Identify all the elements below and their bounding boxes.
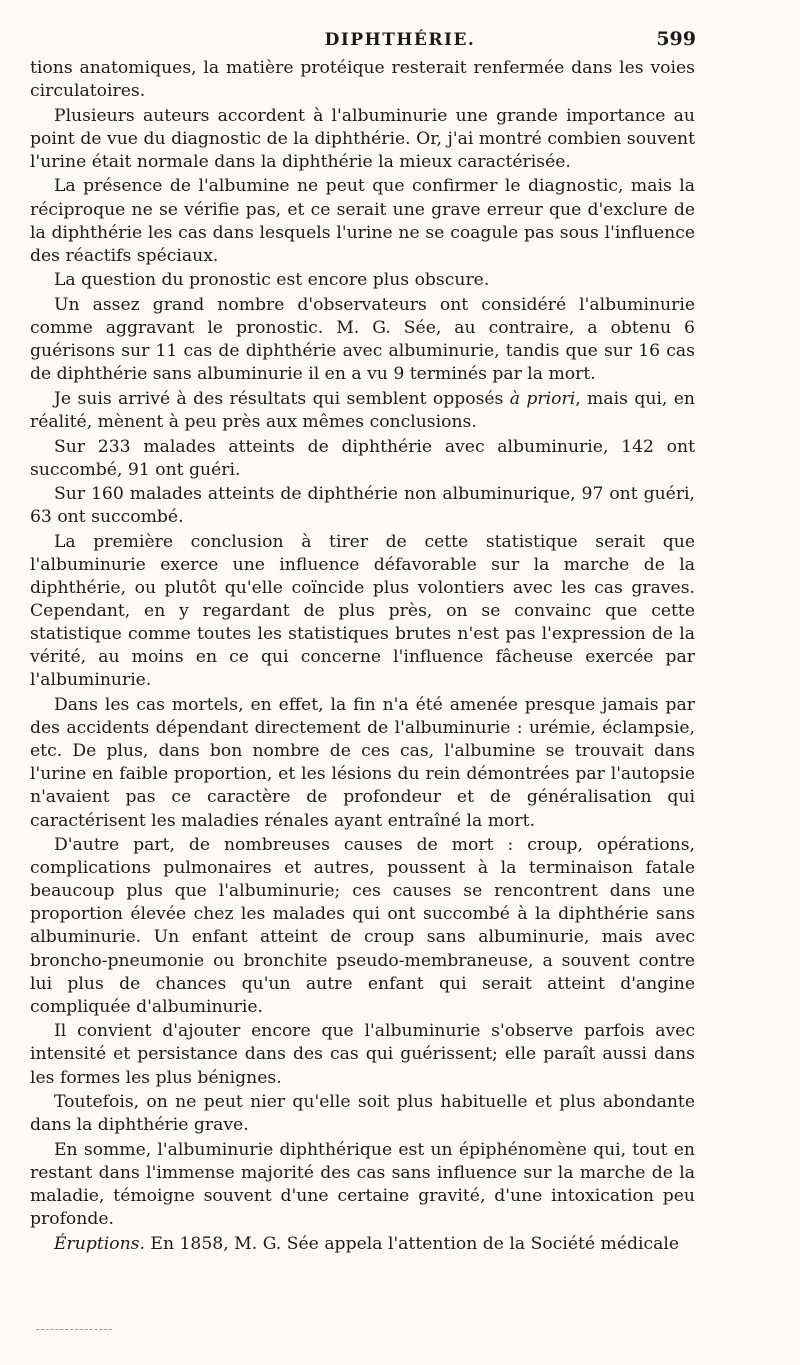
paragraph-causes-de-mort: D'autre part, de nombreuses causes de mort : croup, opérations, complications pulmonaires et autres, poussent à la terminaison fatale beaucoup plus que l'albuminurie; ces causes se rencontrent dans une proportion élevée chez les malades qui ont succombé à la diphthérie sans albuminurie. Un enfant atteint de croup sans albuminurie, mais avec broncho-pneumonie ou bronchite pseudo-membraneuse, a souvent contre lui plus de chances qu'un autre enfant qui serait atteint d'angine compliquée d'albuminurie. bbox=[30, 835, 695, 1017]
paragraph-continuation: tions anatomiques, la matière protéique resterait renfermée dans les voies circulatoires. bbox=[30, 58, 695, 102]
paragraph-cas-mortels: Dans les cas mortels, en effet, la fin n'a été amenée presque jamais par des accidents dépendant directement de l'albuminurie : urémie, éclampsie, etc. De plus, dans bon nombre de ces cas, l'albumine se trouvait dans l'urine en faible proportion, et les lésions du rein démontrées par l'autopsie n'avaient pas ce caractère de profondeur et de généralisation qui caractérisent les maladies rénales ayant entraîné la mort. bbox=[30, 695, 695, 831]
body-text bbox=[30, 57, 695, 1256]
paragraph-statistique-albuminurie: Sur 233 malades atteints de diphthérie avec albuminurie, 142 ont succombé, 91 ont guéri. bbox=[30, 436, 695, 480]
paragraph-diagnostic: Plusieurs auteurs accordent à l'albuminurie une grande importance au point de vue du diagnostic de la diphthérie. Or, j'ai montré combien souvent l'urine était normale dans la diphthérie la mieux caractérisée. bbox=[30, 105, 695, 172]
running-head: DIPHTHÉRIE. bbox=[324, 30, 476, 50]
footer-dashed-rule bbox=[36, 1329, 112, 1330]
paragraph-eruptions bbox=[30, 1233, 695, 1256]
paragraph-resultats bbox=[30, 388, 695, 434]
eruptions-text-after: En 1858, M. G. Sée appela l'attention de la Société médicale bbox=[144, 1233, 680, 1254]
paragraph-statistique-non-albuminurique: Sur 160 malades atteints de diphthérie non albuminurique, 97 ont guéri, 63 ont succombé. bbox=[30, 484, 695, 528]
a-priori-italic: à priori bbox=[509, 388, 576, 409]
page-header bbox=[0, 18, 800, 58]
paragraph-observateurs: Un assez grand nombre d'observateurs ont considéré l'albuminurie comme aggravant le pronostic. M. G. Sée, au contraire, a obtenu 6 guérisons sur 11 cas de diphthérie avec albuminurie, tandis que sur 16 cas de diphthérie sans albuminurie il en a vu 9 terminés par la mort. bbox=[30, 294, 695, 385]
paragraph-toutefois: Toutefois, on ne peut nier qu'elle soit plus habituelle et plus abondante dans la diphthérie grave. bbox=[30, 1092, 695, 1136]
page-number: 599 bbox=[656, 28, 696, 50]
paragraph-pronostic-question: La question du pronostic est encore plus obscure. bbox=[54, 270, 490, 291]
eruptions-heading-italic: Éruptions. bbox=[54, 1233, 145, 1254]
paragraph-intensite: Il convient d'ajouter encore que l'albuminurie s'observe parfois avec intensité et persistance dans des cas qui guérissent; elle paraît aussi dans les formes les plus bénignes. bbox=[30, 1021, 695, 1088]
paragraph-en-somme: En somme, l'albuminurie diphthérique est un épiphénomène qui, tout en restant dans l'immense majorité des cas sans influence sur la marche de la maladie, témoigne souvent d'une certaine gravité, d'une intoxication peu profonde. bbox=[30, 1139, 695, 1230]
paragraph-albumine-presence: La présence de l'albumine ne peut que confirmer le diagnostic, mais la réciproque ne se vérifie pas, et ce serait une grave erreur que d'exclure de la diphthérie les cas dans lesquels l'urine ne se coagule pas sous l'influence des réactifs spéciaux. bbox=[30, 176, 695, 266]
resultats-text-after: , mais qui, en réalité, mènent à peu près aux mêmes conclusions. bbox=[30, 388, 695, 432]
paragraph-premiere-conclusion: La première conclusion à tirer de cette statistique serait que l'albuminurie exerce une influence défavorable sur la marche de la diphthérie, ou plutôt qu'elle coïncide plus volontiers avec les cas graves. Cependant, en y regardant de plus près, on se convainc que cette statistique comme toutes les statistiques brutes n'est pas l'expression de la vérité, au moins en ce qui concerne l'influence fâcheuse exercée par l'albuminurie. bbox=[30, 531, 695, 691]
resultats-text-before: Je suis arrivé à des résultats qui semblent opposés bbox=[54, 388, 510, 409]
